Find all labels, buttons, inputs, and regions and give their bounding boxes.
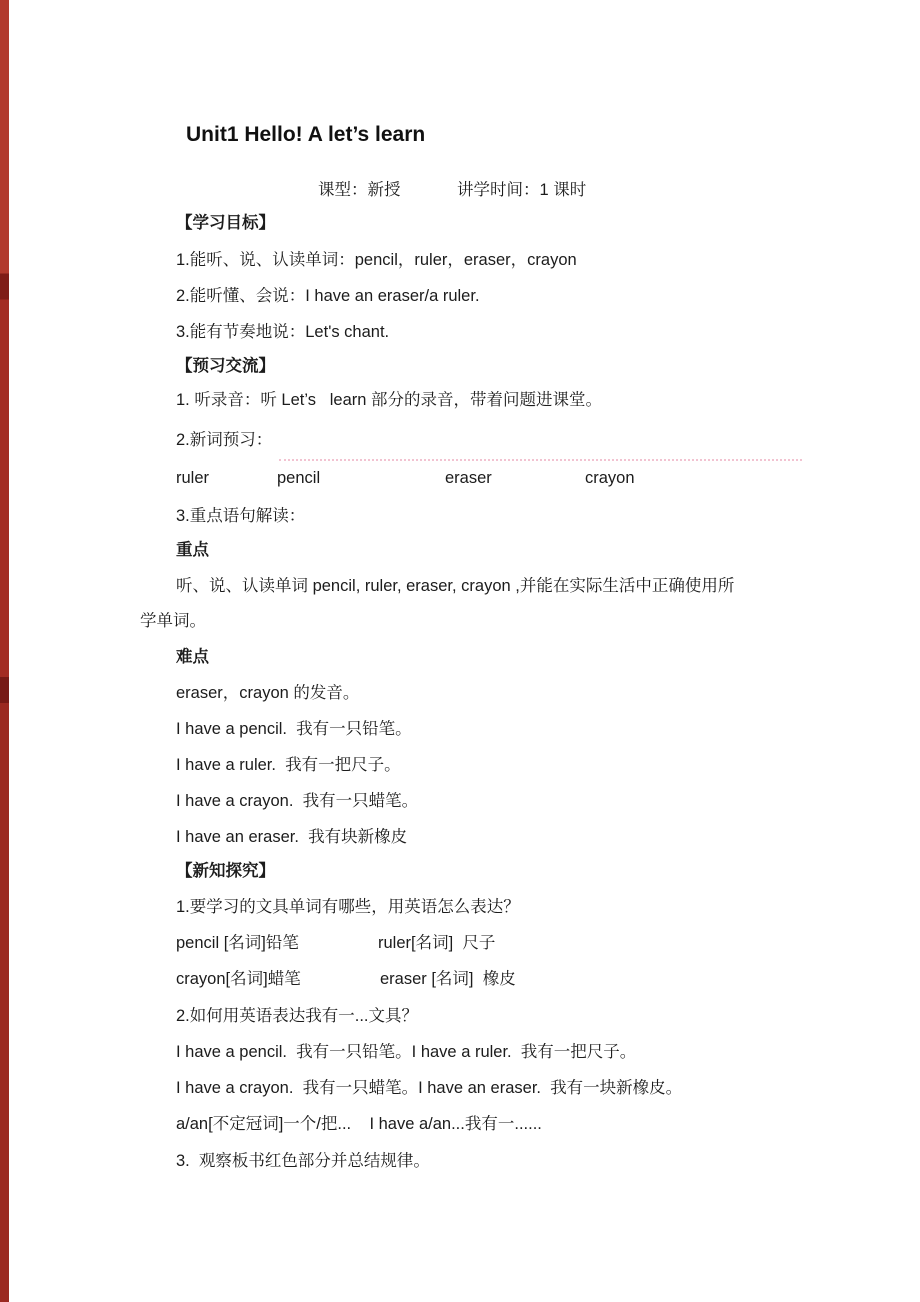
vocab-ruler: ruler[名词] 尺子 xyxy=(378,934,496,952)
example-sentences-line1: I have a pencil. 我有一只铅笔。I have a ruler. 我有一把尺子。 xyxy=(176,1043,637,1061)
preview-item-3: 3.重点语句解读： xyxy=(176,507,306,525)
doc-title: Unit1 Hello! A let’s learn xyxy=(186,123,426,146)
teach-time-label: 讲学时间：1 课时 xyxy=(457,181,587,199)
example-sentences-line2: I have a crayon. 我有一只蜡笔。I have an eraser. 我有一块新橡皮。 xyxy=(176,1079,683,1097)
course-type-label: 课型：新授 xyxy=(318,181,401,199)
scan-edge-bar xyxy=(0,0,9,1302)
preview-item-1: 1. 听录音：听 Let’s learn 部分的录音，带着问题进课堂。 xyxy=(176,391,603,409)
new-word-ruler: ruler xyxy=(176,469,210,487)
preview-item-2: 2.新词预习： xyxy=(176,431,273,449)
goal-item-2: 2.能听懂、会说：I have an eraser/a ruler. xyxy=(176,287,480,305)
vocab-crayon: crayon[名词]蜡笔 xyxy=(176,970,301,988)
section-heading-explore: 【新知探究】 xyxy=(176,862,275,880)
sentence-pencil: I have a pencil. 我有一只铅笔。 xyxy=(176,720,412,738)
vocab-pencil: pencil [名词]铅笔 xyxy=(176,934,299,952)
key-point-text-line1: 听、说、认读单词 pencil, ruler, eraser, crayon ,并能在实际生活中正确使用所 xyxy=(176,577,735,595)
section-heading-goals: 【学习目标】 xyxy=(176,214,275,232)
sentence-eraser: I have an eraser. 我有块新橡皮 xyxy=(176,828,408,846)
section-heading-preview: 【预习交流】 xyxy=(176,357,275,375)
explore-question-1: 1.要学习的文具单词有哪些，用英语怎么表达？ xyxy=(176,898,520,916)
new-word-eraser: eraser xyxy=(445,469,492,487)
article-note: a/an[不定冠词]一个/把... I have a/an...我有一...... xyxy=(176,1115,542,1133)
sentence-ruler: I have a ruler. 我有一把尺子。 xyxy=(176,756,401,774)
difficult-point-text: eraser，crayon 的发音。 xyxy=(176,684,360,702)
goal-item-3: 3.能有节奏地说：Let's chant. xyxy=(176,323,390,341)
dotted-underline-rule xyxy=(279,459,802,461)
difficult-point-heading: 难点 xyxy=(176,648,209,666)
key-point-text-line2: 学单词。 xyxy=(140,612,206,630)
explore-question-2: 2.如何用英语表达我有一...文具？ xyxy=(176,1007,419,1025)
sentence-crayon: I have a crayon. 我有一只蜡笔。 xyxy=(176,792,419,810)
new-word-crayon: crayon xyxy=(585,469,635,487)
explore-question-3: 3. 观察板书红色部分并总结规律。 xyxy=(176,1152,430,1170)
key-point-heading: 重点 xyxy=(176,541,209,559)
goal-item-1: 1.能听、说、认读单词：pencil，ruler，eraser，crayon xyxy=(176,251,577,269)
new-word-pencil: pencil xyxy=(277,469,321,487)
vocab-eraser: eraser [名词] 橡皮 xyxy=(380,970,516,988)
